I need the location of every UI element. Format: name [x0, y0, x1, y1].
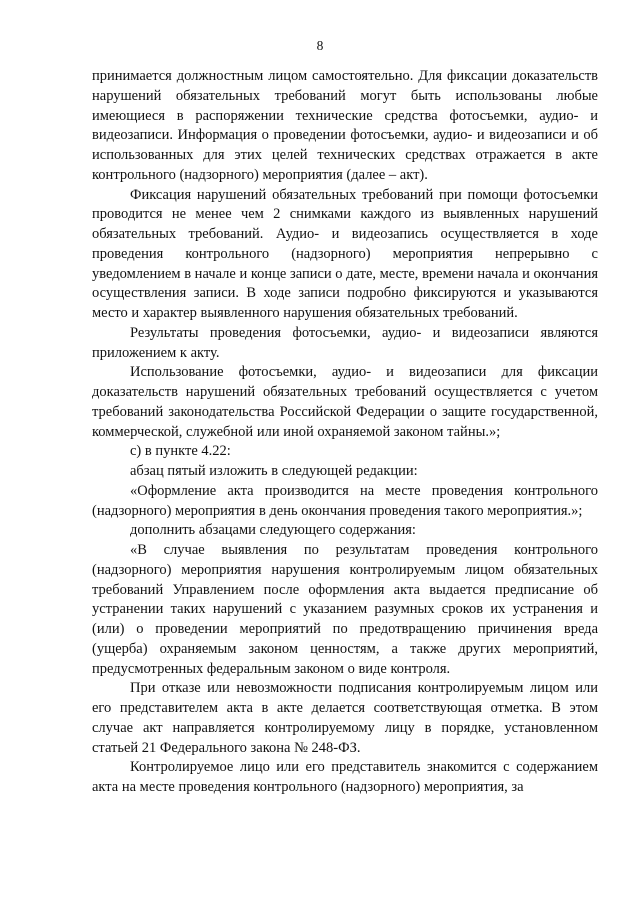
page-number: 8 [316, 38, 324, 53]
paragraph: При отказе или невозможности подписания контролируемым лицом или его представителем акта в акте делается соответствующая отметка. В этом случае акт направляется контролируемому лицу в порядке, установленном статьей 21 Федерального закона № 248-ФЗ. [92, 680, 598, 756]
paragraph: с) в пункте 4.22: [130, 443, 231, 460]
paragraph: абзац пятый изложить в следующей редакции: [130, 463, 418, 479]
paragraph: «Оформление акта производится на месте проведения контрольного (надзорного) мероприятия в день окончания проведения такого мероприятия.»; [92, 482, 598, 519]
paragraph: «В случае выявления по результатам проведения контрольного (надзорного) мероприятия нарушения контролируемым лицом обязательных требований Управлением после оформления акта выдается предписание об устранении таких нарушений с указанием разумных сроков их устранения и (или) о проведении мероприятий по предотвращению причинения вреда (ущерба) охраняемым законом ценностям, а также других мероприятий, предусмотренных федеральным законом о виде контроля. [92, 542, 598, 677]
paragraph-continued: Контролируемое лицо или его представитель знакомится с содержанием акта на месте проведения контрольного (надзорного) мероприятия, за [92, 759, 598, 795]
paragraph: Использование фотосъемки, аудио- и видеозаписи для фиксации доказательств нарушений обязательных требований осуществляется с учетом требований законодательства Российской Федерации о защите государственной, коммерческой, служебной или иной охраняемой законом тайны.»; [92, 364, 598, 440]
paragraph: дополнить абзацами следующего содержания: [130, 522, 416, 539]
paragraph: Результаты проведения фотосъемки, аудио- и видеозаписи являются приложением к акту. [92, 324, 598, 361]
document-body [92, 67, 598, 798]
paragraph-continuation: принимается должностным лицом самостоятельно. Для фиксации доказательств нарушений обязательных требований могут быть использованы любые имеющиеся в распоряжении технические средства фотосъемки, аудио- и видеозаписи. Информация о проведении фотосъемки, аудио- и видеозаписи и об использованных для этих целей технических средствах отражается в акте контрольного (надзорного) мероприятия (далее – акт). [92, 68, 598, 183]
paragraph: Фиксация нарушений обязательных требований при помощи фотосъемки проводится не менее чем 2 снимками каждого из выявленных нарушений обязательных требований. Аудио- и видеозапись осуществляется в ходе проведения контрольного (надзорного) мероприятия непрерывно с уведомлением в начале и конце записи о дате, месте, времени начала и окончания осуществления записи. В ходе записи подробно фиксируются и указываются место и характер выявленного нарушения обязательных требований. [92, 186, 598, 321]
